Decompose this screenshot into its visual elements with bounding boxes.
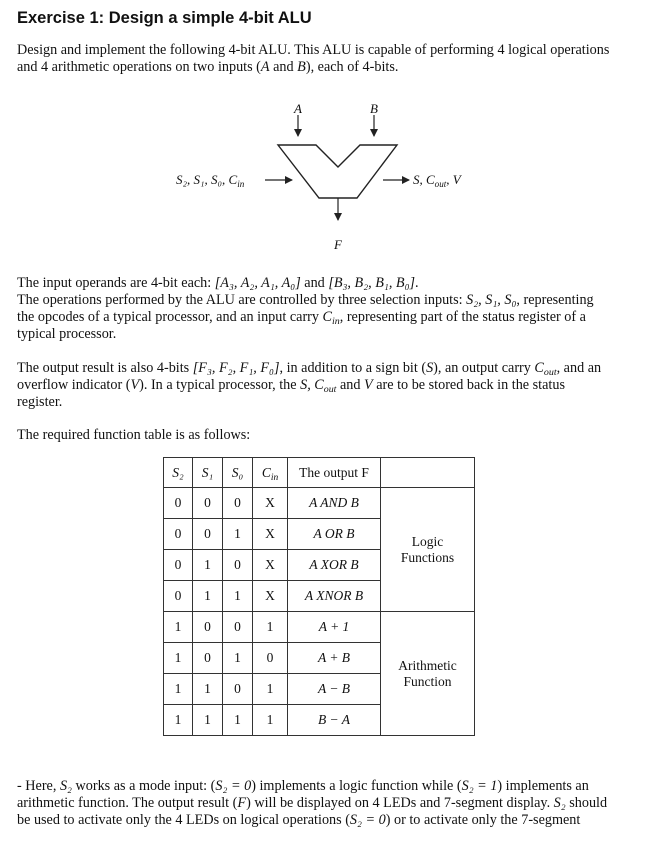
operations-line-1: The operations performed by the ALU are controlled by three selection inputs: S₂, S₁, S₀, representing bbox=[17, 292, 594, 308]
cell-s0: 0 bbox=[223, 612, 253, 643]
cell-output: A + B bbox=[288, 643, 381, 674]
cell-cin: 0 bbox=[253, 643, 288, 674]
intro-paragraph bbox=[17, 42, 657, 76]
header-group-blank bbox=[381, 458, 475, 488]
cell-cin: X bbox=[253, 488, 288, 519]
cell-s0: 1 bbox=[223, 519, 253, 550]
group-arithmetic-function: Arithmetic Function bbox=[381, 612, 475, 736]
status-outputs-label: S, $C_{out}$, V bbox=[413, 172, 461, 189]
cell-cin: X bbox=[253, 581, 288, 612]
cell-s0: 1 bbox=[223, 581, 253, 612]
cell-s0: 0 bbox=[223, 674, 253, 705]
alu-symbol-shape bbox=[278, 145, 397, 198]
header-output-f: The output F bbox=[288, 458, 381, 488]
cell-s1: 0 bbox=[193, 612, 223, 643]
cell-cin: X bbox=[253, 550, 288, 581]
cell-s2: 1 bbox=[164, 643, 193, 674]
note-line-3: be used to activate only the 4 LEDs on logical operations (S₂ = 0) or to activate only the 7-segment bbox=[17, 812, 581, 828]
header-s1: S₁ bbox=[193, 458, 223, 488]
cell-s1: 1 bbox=[193, 674, 223, 705]
intro-line-1: Design and implement the following 4-bit ALU. This ALU is capable of performing 4 logical operations bbox=[17, 42, 610, 58]
header-cin: $C_{in}$ bbox=[253, 458, 288, 488]
cell-output: A AND B bbox=[288, 488, 381, 519]
cell-cin: 1 bbox=[253, 674, 288, 705]
operations-line-2: the opcodes of a typical processor, and an input carry $C_{in}$, representing part of the status register of a bbox=[17, 309, 586, 327]
cell-s1: 0 bbox=[193, 519, 223, 550]
output-f-label: F bbox=[334, 237, 342, 252]
exercise-heading: Exercise 1: Design a simple 4-bit ALU bbox=[17, 9, 312, 27]
note-line-2: arithmetic function. The output result (F) will be displayed on 4 LEDs and 7-segment display. S₂ should bbox=[17, 795, 608, 811]
operands-line: The input operands are 4-bit each: [A₃, A₂, A₁, A₀] and [B₃, B₂, B₁, B₀]. bbox=[17, 275, 419, 291]
input-b-label: B bbox=[370, 101, 378, 116]
cell-cin: X bbox=[253, 519, 288, 550]
function-table bbox=[163, 457, 475, 736]
table-header-row bbox=[164, 458, 475, 488]
output-line-3: register. bbox=[17, 394, 63, 410]
cell-s2: 1 bbox=[164, 674, 193, 705]
cell-s0: 0 bbox=[223, 550, 253, 581]
output-paragraph bbox=[17, 360, 657, 411]
cell-s2: 0 bbox=[164, 581, 193, 612]
cell-cin: 1 bbox=[253, 612, 288, 643]
cell-s1: 1 bbox=[193, 550, 223, 581]
table-intro: The required function table is as follows: bbox=[17, 427, 251, 443]
operations-line-3: typical processor. bbox=[17, 326, 117, 342]
note-line-1: - Here, S₂ works as a mode input: (S₂ = 0) implements a logic function while (S₂ = 1) implements an bbox=[17, 778, 589, 794]
intro-line-2: and 4 arithmetic operations on two inputs (A and B), each of 4-bits. bbox=[17, 59, 399, 75]
cell-s2: 0 bbox=[164, 519, 193, 550]
table-row bbox=[164, 612, 475, 643]
cell-s2: 1 bbox=[164, 705, 193, 736]
cell-s2: 0 bbox=[164, 550, 193, 581]
cell-output: A OR B bbox=[288, 519, 381, 550]
cell-s0: 0 bbox=[223, 488, 253, 519]
note-paragraph bbox=[17, 778, 657, 829]
cell-s1: 1 bbox=[193, 581, 223, 612]
operands-paragraph bbox=[17, 275, 657, 343]
cell-s2: 1 bbox=[164, 612, 193, 643]
cell-output: B − A bbox=[288, 705, 381, 736]
alu-diagram bbox=[0, 95, 669, 260]
cell-cin: 1 bbox=[253, 705, 288, 736]
header-s2: S₂ bbox=[164, 458, 193, 488]
cell-output: A XOR B bbox=[288, 550, 381, 581]
cell-s0: 1 bbox=[223, 643, 253, 674]
cell-s1: 0 bbox=[193, 643, 223, 674]
header-s0: S₀ bbox=[223, 458, 253, 488]
cell-s1: 1 bbox=[193, 705, 223, 736]
table-row bbox=[164, 488, 475, 519]
cell-s2: 0 bbox=[164, 488, 193, 519]
output-line-2: overflow indicator (V). In a typical processor, the S, $C_{out}$ and V are to be stored back in the status bbox=[17, 377, 565, 395]
input-a-label: A bbox=[294, 101, 302, 116]
output-line-1: The output result is also 4-bits [F₃, F₂, F₁, F₀], in addition to a sign bit (S), an output carry $C_{out}$, and an bbox=[17, 360, 602, 378]
select-inputs-label: S₂, S₁, S₀, $C_{in}$ bbox=[176, 172, 245, 189]
group-logic-functions: Logic Functions bbox=[381, 488, 475, 612]
cell-s0: 1 bbox=[223, 705, 253, 736]
cell-output: A XNOR B bbox=[288, 581, 381, 612]
cell-output: A − B bbox=[288, 674, 381, 705]
cell-output: A + 1 bbox=[288, 612, 381, 643]
cell-s1: 0 bbox=[193, 488, 223, 519]
